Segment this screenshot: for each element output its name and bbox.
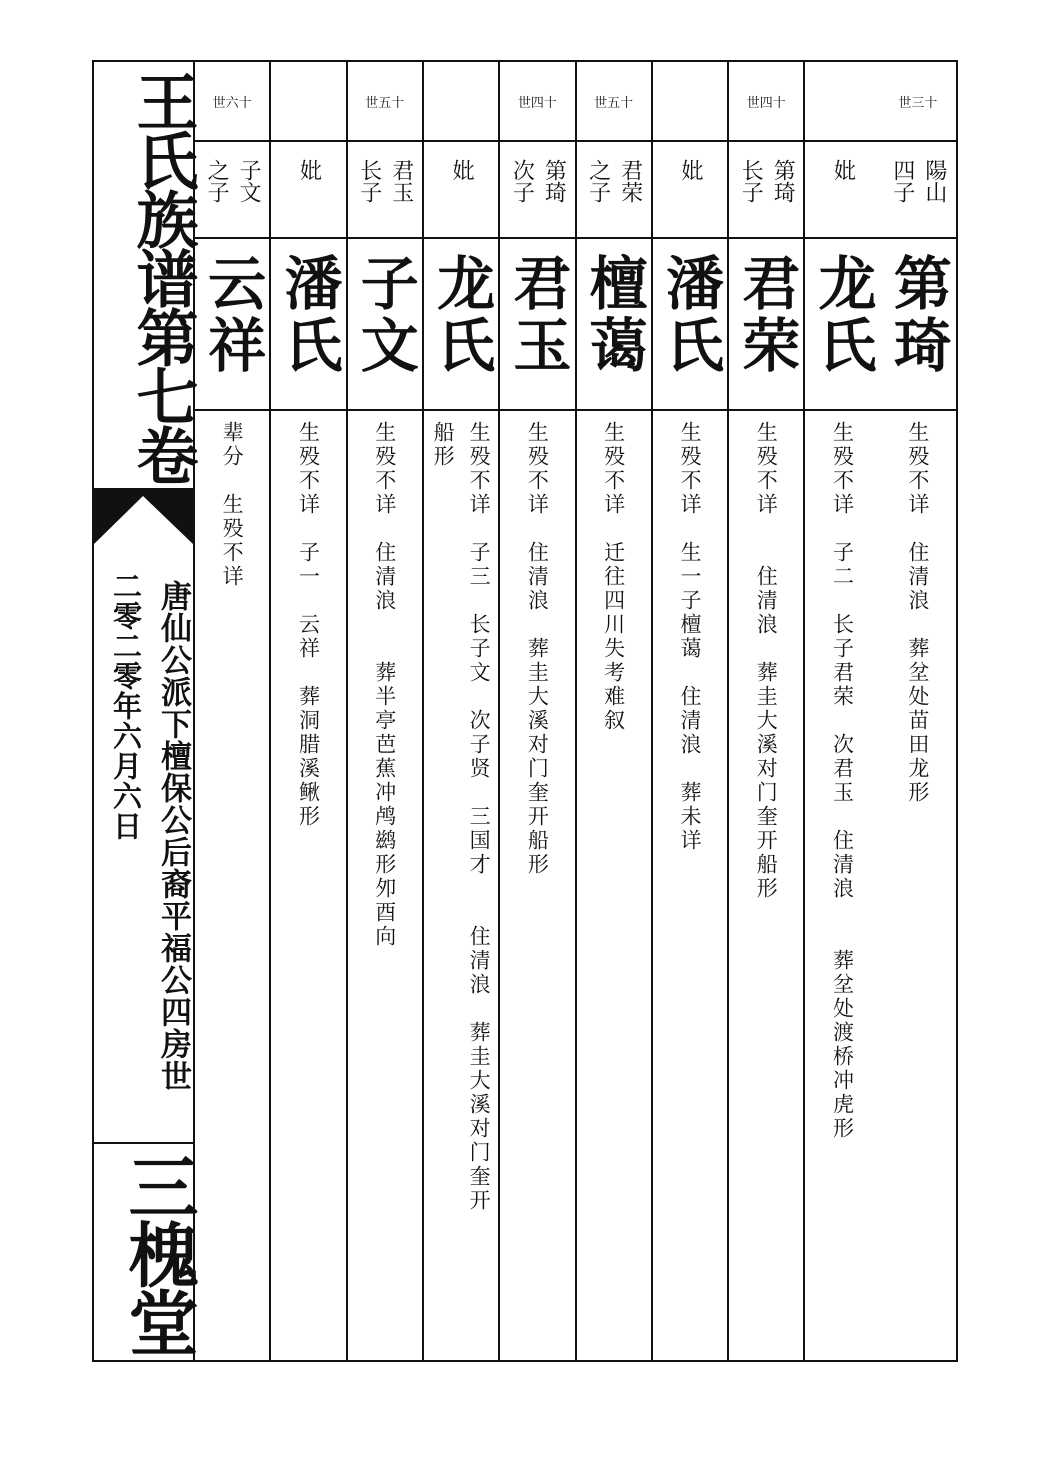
person-name: 潘氏 xyxy=(655,253,724,377)
relation-text: 妣 xyxy=(677,158,703,181)
bio-text: 生殁不详 子二 长子君荣 次君玉 住清浪 葬坌处渡桥冲虎形 xyxy=(830,421,855,1141)
generation-label: 世四十 xyxy=(729,62,803,142)
name-cell xyxy=(729,237,803,411)
bio-text: 生殁不详 子三 长子文 次子贤 三国才 住清浪 葬圭大溪对门奎开 船形 xyxy=(431,421,492,1213)
generation-label: 世五十 xyxy=(348,62,422,142)
generation-label: 世四十 xyxy=(500,62,574,142)
bio-cell xyxy=(805,409,879,1360)
bio-cell xyxy=(653,409,727,1360)
person-column xyxy=(803,62,879,1360)
bio-cell xyxy=(500,409,574,1360)
relation-text: 陽山四子 xyxy=(889,158,947,203)
hall-name: 三槐堂 xyxy=(117,1151,200,1355)
person-column xyxy=(498,62,574,1360)
relation-text: 第琦次子 xyxy=(509,158,567,203)
bio-cell xyxy=(729,409,803,1360)
relation-text: 君玉长子 xyxy=(356,158,414,203)
bio-text: 生殁不详 子一 云祥 葬洞腊溪鳅形 xyxy=(296,421,321,829)
relation-cell xyxy=(577,140,651,239)
info-column xyxy=(94,62,200,1360)
person-name: 子文 xyxy=(350,253,419,377)
bio-text: 生殁不详 住清浪 葬圭大溪对门奎开船形 xyxy=(754,421,779,901)
generation-label: 世六十 xyxy=(195,62,269,142)
relation-cell xyxy=(424,140,498,239)
bio-cell xyxy=(577,409,651,1360)
book-title: 王氏族谱第七卷 xyxy=(126,69,199,483)
person-name: 云祥 xyxy=(198,253,267,377)
person-column xyxy=(727,62,803,1360)
generation-label: 世五十 xyxy=(577,62,651,142)
person-name: 檀蔼 xyxy=(579,253,648,377)
bio-text: 生殁不详 住清浪 葬半亭芭蕉冲鸬鹚形夘酉向 xyxy=(372,421,397,949)
bio-cell xyxy=(271,409,345,1360)
lineage-text: 唐仙公派下檀保公后裔平福公四房世 xyxy=(155,580,191,1092)
person-column xyxy=(269,62,345,1360)
person-name: 君荣 xyxy=(732,253,801,377)
person-name: 潘氏 xyxy=(274,253,343,377)
relation-text: 妣 xyxy=(830,158,856,181)
relation-text: 妣 xyxy=(449,158,475,181)
relation-text: 君荣之子 xyxy=(585,158,643,203)
genealogy-page-frame xyxy=(92,60,958,1362)
relation-cell xyxy=(271,140,345,239)
person-name: 龙氏 xyxy=(427,253,496,377)
genealogy-columns xyxy=(195,62,956,1360)
relation-cell xyxy=(653,140,727,239)
bio-text: 生殁不详 迁往四川失考难叙 xyxy=(601,421,626,733)
relation-cell xyxy=(805,140,879,239)
person-column xyxy=(193,62,269,1360)
bio-cell xyxy=(348,409,422,1360)
relation-text: 妣 xyxy=(296,158,322,181)
compile-date: 二零二零年六月六日 xyxy=(109,571,143,841)
relation-text: 子文之子 xyxy=(204,158,262,203)
person-name: 第琦 xyxy=(883,253,952,377)
divider xyxy=(94,1142,193,1144)
person-column xyxy=(422,62,498,1360)
name-cell xyxy=(880,237,956,411)
relation-cell xyxy=(880,140,956,239)
relation-cell xyxy=(729,140,803,239)
bio-cell xyxy=(424,409,498,1360)
person-column xyxy=(346,62,422,1360)
name-cell xyxy=(805,237,879,411)
relation-cell xyxy=(500,140,574,239)
name-cell xyxy=(271,237,345,411)
person-name: 龙氏 xyxy=(808,253,877,377)
person-name: 君玉 xyxy=(503,253,572,377)
generation-label xyxy=(805,62,879,142)
bio-cell xyxy=(195,409,269,1360)
bio-text: 辈分 生殁不详 xyxy=(220,421,245,589)
name-cell xyxy=(424,237,498,411)
name-cell xyxy=(577,237,651,411)
bio-cell xyxy=(880,409,956,1360)
name-cell xyxy=(653,237,727,411)
relation-cell xyxy=(195,140,269,239)
bio-text: 生殁不详 生一子檀蔼 住清浪 葬未详 xyxy=(677,421,702,853)
name-cell xyxy=(348,237,422,411)
relation-text: 第琦长子 xyxy=(738,158,796,203)
relation-cell xyxy=(348,140,422,239)
generation-label: 世三十 xyxy=(880,62,956,142)
bio-text: 生殁不详 住清浪 葬坌处苗田龙形 xyxy=(905,421,930,805)
bio-text: 生殁不详 住清浪 葬圭大溪对门奎开船形 xyxy=(525,421,550,877)
generation-label xyxy=(271,62,345,142)
person-column xyxy=(575,62,651,1360)
person-column xyxy=(651,62,727,1360)
generation-label xyxy=(424,62,498,142)
person-column xyxy=(880,62,956,1360)
name-cell xyxy=(500,237,574,411)
name-cell xyxy=(195,237,269,411)
generation-label xyxy=(653,62,727,142)
